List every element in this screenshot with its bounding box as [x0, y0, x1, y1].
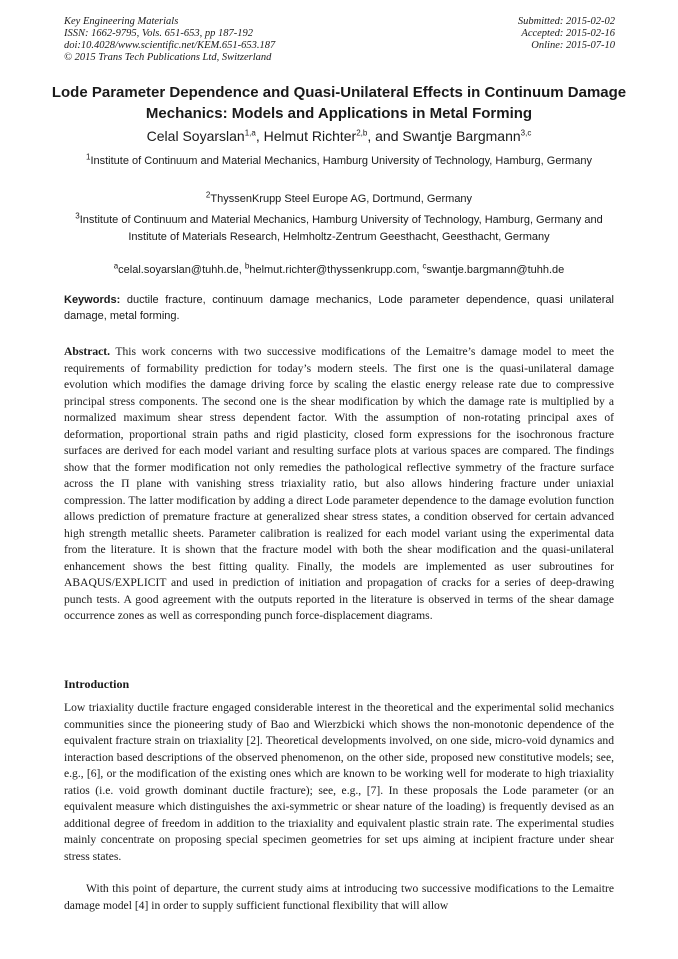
- email-sup: c: [422, 261, 427, 271]
- keywords-text: ductile fracture, continuum damage mechanics, Lode parameter dependence, quasi unilateral damage, metal forming.: [64, 294, 614, 322]
- online-date: Online: 2015-07-10: [531, 40, 615, 51]
- affiliation-text: Institute of Continuum and Material Mechanics, Hamburg University of Technology, Hamburg, Germany and Institute of Materials Research, Helmholtz-Zentrum Geesthacht, Geesthacht, Germany: [79, 214, 603, 243]
- keywords-label: Keywords:: [64, 294, 121, 306]
- author-list: [40, 127, 638, 145]
- email-sup: a: [113, 261, 119, 271]
- affiliation: [62, 212, 616, 246]
- affiliation: [62, 191, 616, 208]
- affiliation-sup: 1: [86, 152, 91, 162]
- abstract-text: This work concerns with two successive modifications of the Lemaitre’s damage model to meet the requirements of formability prediction for today’s modern steels. The first one is the quasi-unilateral damage evolution which modifies the damage driving force by scaling the elastic energy release rate due to compressive principal stress components. The second one is the shear modification by which the damage rate is multiplied by a normalized maximum shear stress dependent factor. With the assumption of non-rotating principal axes of deformation, proportional strain paths and rigid plasticity, closed form expressions for the isochronous fracture surfaces are derived for each model variant and resulting surface plots at various spaces are compared. The findings show that the former modification not only remedies the pathological reflective symmetry of the fracture surface across the Π plane with vanishing stress triaxiality ratio, but also allows hindering fracture under uniaxial compression. The latter modification by adding a direct Lode parameter dependence to the damage evolution function allows prediction of premature fracture at generalized shear stress states, a condition observed for certain advanced high strength metallic sheets. Parameter calibration is realized for each model variant using the experimental data from the literature. It is shown that the fracture model with both the shear modification and the quasi-unilateral enhancement shows the best fitting quality. Finally, the models are implemented as user subroutines for ABAQUS/EXPLICIT and used in prediction of initiation and propagation of cracks for a series of deep-drawing punch tests. A good agreement with the outputs reported in the literature is observed in terms of the shear damage occurrence zones as well as corresponding punch force-displacement diagrams.: [64, 345, 614, 622]
- journal-header: [64, 16, 394, 64]
- doi-line: doi:10.4028/www.scientific.net/KEM.651-653.187: [64, 40, 276, 51]
- copyright-line: © 2015 Trans Tech Publications Ltd, Switzerland: [64, 52, 272, 63]
- email-link[interactable]: helmut.richter@thyssenkrupp.com,: [249, 264, 423, 276]
- email-sup: b: [244, 261, 250, 271]
- abstract-section: [64, 344, 614, 625]
- author-sup: 1,a: [244, 128, 256, 138]
- author-sup: 2,b: [356, 128, 368, 138]
- affiliation-text: ThyssenKrupp Steel Europe AG, Dortmund, Germany: [210, 193, 473, 205]
- affiliation-text: Institute of Continuum and Material Mechanics, Hamburg University of Technology, Hamburg, Germany: [90, 155, 592, 167]
- abstract-label: Abstract.: [64, 345, 111, 358]
- affiliation: [62, 153, 616, 170]
- introduction-paragraph: With this point of departure, the current study aims at introducing two successive modifications to the Lemaitre damage model [4] in order to supply sufficient functional flexibility that will allow: [64, 882, 614, 912]
- email-list: [62, 262, 616, 279]
- author-sup: 3,c: [520, 128, 532, 138]
- email-link[interactable]: celal.soyarslan@tuhh.de,: [118, 264, 245, 276]
- submitted-date: Submitted: 2015-02-02: [517, 16, 615, 27]
- author-name: Celal Soyarslan: [146, 128, 245, 144]
- author-separator: ,: [255, 128, 264, 144]
- keywords-section: [64, 292, 614, 324]
- author-name: Helmut Richter: [263, 128, 357, 144]
- introduction-heading: Introduction: [64, 677, 130, 691]
- affiliation-sup: 2: [205, 190, 211, 200]
- introduction-paragraph: Low triaxiality ductile fracture engaged considerable interest in the theoretical and the experimental solid mechanics communities since the pioneering study of Bao and Wierzbicki which shows the non-monotonic dependence of the equivalent fracture strain on triaxiality [2]. Theoretical developments involved, on one side, micro-void dynamics and interaction based descriptions of the observed phenomenon, on the other side, proposed new constitutive models; see, e.g., [6], or the modification of the existing ones which are known to be working well for moderate to high triaxiality ratios (i.e. void growth dominant ductile fracture); see, e.g., [7]. In these proposals the Lode parameter (or an equivalent measure which distinguishes the axi-symmetric or shear nature of the loading) is frequently devised as an additional degree of freedom in addition to the triaxiality and equivalent plastic strain rate. The experimental studies mainly concentrate on proposing special specimen geometries for set ups aiming at incipient fracture under shear stress states.: [64, 701, 614, 863]
- accepted-date: Accepted: 2015-02-16: [521, 28, 615, 39]
- affiliation-sup: 3: [75, 211, 80, 221]
- paper-title: Lode Parameter Dependence and Quasi-Unilateral Effects in Continuum Damage Mechanics: Models and Applications in Metal Forming: [51, 84, 627, 122]
- issn-line: ISSN: 1662-9795, Vols. 651-653, pp 187-192: [64, 28, 253, 39]
- dates-header: [365, 16, 615, 52]
- journal-name: Key Engineering Materials: [64, 16, 179, 27]
- author-separator: , and: [367, 128, 403, 144]
- author-name: Swantje Bargmann: [402, 128, 521, 144]
- email-link[interactable]: swantje.bargmann@tuhh.de: [426, 264, 565, 276]
